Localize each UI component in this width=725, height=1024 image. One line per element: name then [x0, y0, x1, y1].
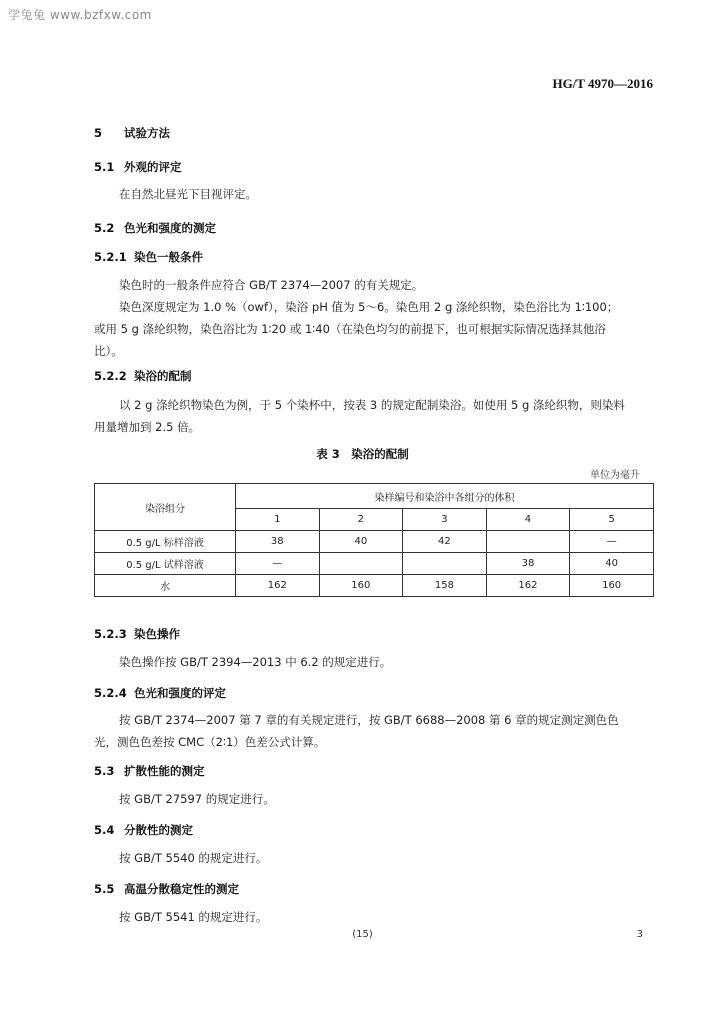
table-cell: 38	[486, 553, 570, 575]
section-title: 试验方法	[124, 126, 170, 140]
section-title: 色光和强度的测定	[124, 221, 216, 235]
table-cell: 42	[403, 531, 487, 553]
section-5-2-2-paragraph-1: 以 2 g 涤纶织物染色为例，于 5 个染杯中，按表 3 的规定配制染浴。如使用 5 g 涤纶织物，则染料用量增加到 2.5 倍。	[94, 398, 625, 434]
section-title: 色光和强度的评定	[134, 686, 226, 700]
page-number: 3	[636, 929, 643, 940]
section-title: 外观的评定	[124, 160, 182, 174]
section-5-5-text: 按 GB/T 5541 的规定进行。	[119, 910, 268, 924]
section-5-3-heading	[94, 763, 205, 779]
section-5-2-3-text: 染色操作按 GB/T 2394—2013 中 6.2 的规定进行。	[119, 655, 392, 669]
table-cell: 160	[570, 575, 654, 597]
section-title: 染色一般条件	[134, 250, 203, 264]
table-cell	[319, 553, 403, 575]
section-title: 染浴的配制	[134, 369, 192, 383]
table-cell: 160	[319, 575, 403, 597]
section-number: 5.2.1	[94, 250, 127, 264]
section-title: 扩散性能的测定	[124, 764, 205, 778]
section-5-3-text: 按 GB/T 27597 的规定进行。	[119, 792, 275, 806]
table-column-header: 2	[319, 509, 403, 531]
section-5-2-4-text: 按 GB/T 2374—2007 第 7 章的有关规定进行，按 GB/T 6688—2008 第 6 章的规定测定测色色光，测色色差按 CMC（2∶1）色差公式计算。	[94, 713, 619, 749]
table-column-header: 4	[486, 509, 570, 531]
section-number: 5.2.3	[94, 627, 127, 641]
table-header-row	[95, 484, 654, 509]
table-column-header: 1	[236, 509, 320, 531]
table-row	[95, 553, 654, 575]
table-cell	[486, 531, 570, 553]
table-cell: 38	[236, 531, 320, 553]
section-number: 5.2.2	[94, 369, 127, 383]
table-row	[95, 575, 654, 597]
section-5-2-1-heading	[94, 249, 203, 265]
table-cell: 162	[486, 575, 570, 597]
table-cell: 40	[570, 553, 654, 575]
table-column-header: 3	[403, 509, 487, 531]
table-row-label: 0.5 g/L 标样溶液	[95, 531, 236, 553]
table-unit: 单位为毫升	[590, 470, 640, 481]
section-5-1-heading	[94, 159, 182, 175]
section-5-heading	[94, 125, 170, 141]
section-5-1-text: 在自然北昼光下目视评定。	[119, 187, 257, 201]
section-5-2-2-heading	[94, 368, 192, 384]
table-cell: 162	[236, 575, 320, 597]
section-title: 高温分散稳定性的测定	[124, 882, 239, 896]
table-cell: —	[236, 553, 320, 575]
section-5-4-text: 按 GB/T 5540 的规定进行。	[119, 851, 268, 865]
section-5-4-heading	[94, 822, 193, 838]
dye-bath-table	[94, 483, 654, 597]
table-cell: 158	[403, 575, 487, 597]
section-5-2-3-heading	[94, 626, 180, 642]
section-5-2-1-paragraph-2: 染色深度规定为 1.0 %（owf），染浴 pH 值为 5～6。染色用 2 g 涤纶织物，染色浴比为 1∶100；或用 5 g 涤纶织物，染色浴比为 1∶20 或 1∶40（在染色均匀的前提下，也可根据实际情况选择其他浴比）。	[94, 300, 619, 358]
watermark: 学兔兔 www.bzfxw.com	[8, 8, 152, 22]
standard-code: HG/T 4970—2016	[552, 76, 653, 91]
section-number: 5.5	[94, 882, 115, 896]
table-header-group: 染样编号和染浴中各组分的体积	[236, 484, 654, 509]
table-row	[95, 531, 654, 553]
table-row-label: 水	[95, 575, 236, 597]
section-number: 5.3	[94, 764, 115, 778]
section-number: 5.1	[94, 160, 115, 174]
page-marker: (15)	[352, 929, 373, 940]
section-5-2-1-paragraph-1: 染色时的一般条件应符合 GB/T 2374—2007 的有关规定。	[119, 278, 424, 292]
table-cell: 40	[319, 531, 403, 553]
table-header-component: 染浴组分	[95, 484, 236, 531]
section-title: 染色操作	[134, 627, 180, 641]
section-number: 5.2.4	[94, 686, 127, 700]
section-number: 5.4	[94, 823, 115, 837]
table-cell	[403, 553, 487, 575]
table-cell: —	[570, 531, 654, 553]
section-5-5-heading	[94, 881, 239, 897]
section-5-2-4-heading	[94, 685, 226, 701]
section-number: 5.2	[94, 221, 115, 235]
section-5-2-heading	[94, 220, 216, 236]
table-column-header: 5	[570, 509, 654, 531]
table-title: 表 3 染浴的配制	[316, 447, 409, 461]
table-row-label: 0.5 g/L 试样溶液	[95, 553, 236, 575]
section-title: 分散性的测定	[124, 823, 193, 837]
section-number: 5	[94, 126, 103, 140]
